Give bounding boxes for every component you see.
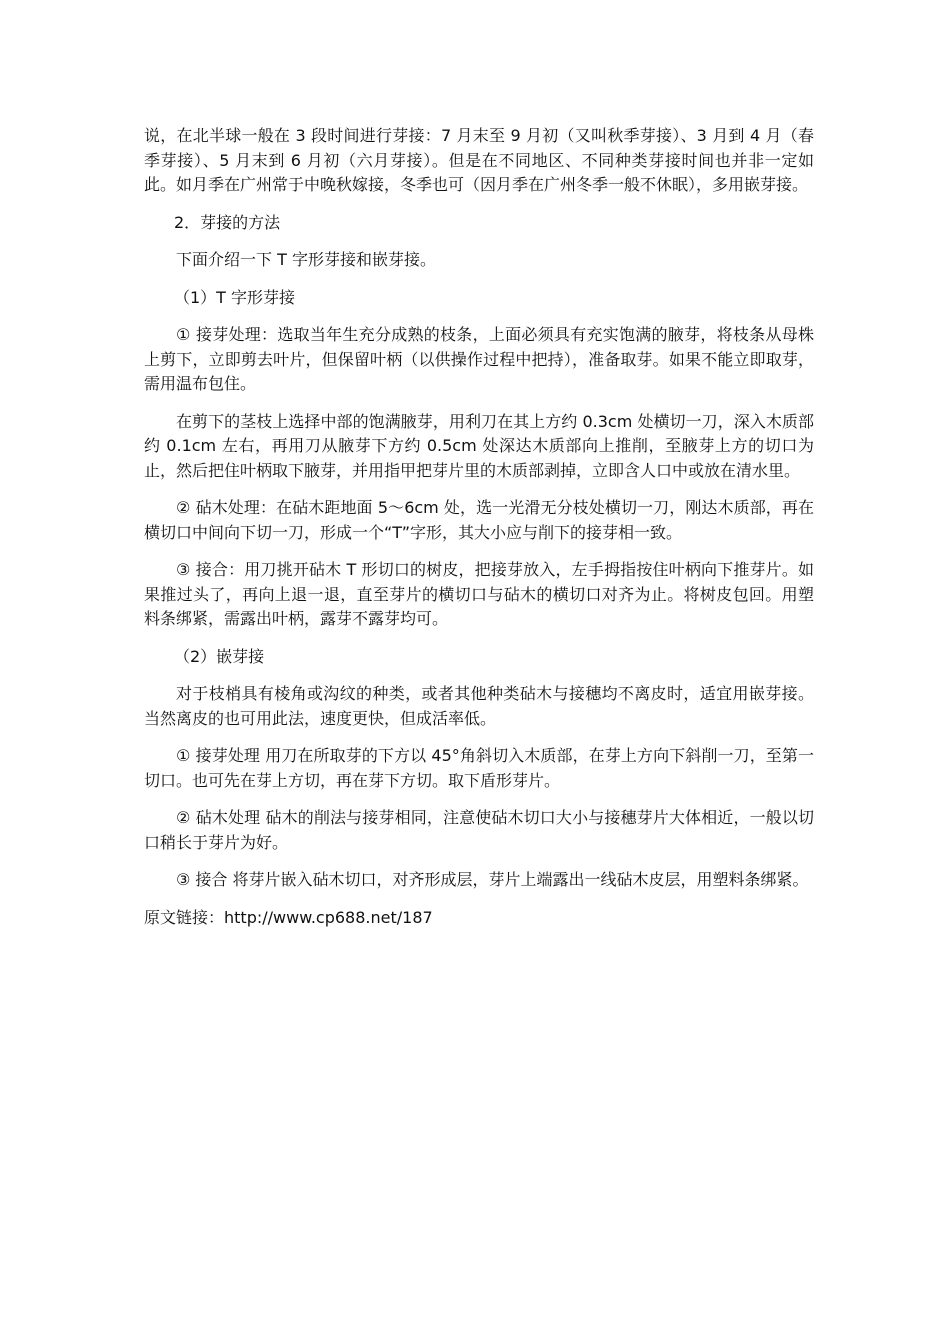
document-body — [144, 124, 814, 930]
inlay-joining-paragraph: ③ 接合 将芽片嵌入砧木切口，对齐形成层，芽片上端露出一线砧木皮层，用塑料条绑紧。 — [176, 870, 809, 889]
inlay-bud-preparation-paragraph: ① 接芽处理 用刀在所取芽的下方以 45°角斜切入木质部，在芽上方向下斜削一刀，至第一切口。也可先在芽上方切，再在芽下方切。取下盾形芽片。 — [144, 746, 814, 790]
source-url-link[interactable]: http://www.cp688.net/187 — [224, 907, 433, 927]
intro-paragraph: 说，在北半球一般在 3 段时间进行芽接：7 月末至 9 月初（又叫秋季芽接）、3 月到 4 月（春季芽接）、5 月末到 6 月初（六月芽接）。但是在不同地区、不同种类芽接时间也并非一定如此。如月季在广州常于中晚秋嫁接，冬季也可（因月季在广州冬季一般不休眠），多用嵌芽接。 — [144, 126, 814, 194]
t-bud-cutting-paragraph: 在剪下的茎枝上选择中部的饱满腋芽，用利刀在其上方约 0.3cm 处横切一刀，深入木质部约 0.1cm 左右，再用刀从腋芽下方约 0.5cm 处深达木质部向上推削，至腋芽上方的切口为止，然后把住叶柄取下腋芽，并用指甲把芽片里的木质部剥掉，立即含人口中或放在清水里。 — [144, 411, 814, 480]
inlay-rootstock-paragraph: ② 砧木处理 砧木的削法与接芽相同，注意使砧木切口大小与接穗芽片大体相近，一般以切口稍长于芽片为好。 — [144, 808, 814, 852]
subheading-inlay-budding: （2）嵌芽接 — [174, 646, 265, 666]
source-link-line — [144, 906, 814, 931]
section-heading-method: 2．芽接的方法 — [174, 212, 281, 232]
subheading-t-budding: （1）T 字形芽接 — [174, 287, 296, 307]
t-bud-preparation-paragraph: ① 接芽处理：选取当年生充分成熟的枝条，上面必须具有充实饱满的腋芽，将枝条从母株上剪下，立即剪去叶片，但保留叶柄（以供操作过程中把持），准备取芽。如果不能立即取芽，需用温布包住。 — [144, 325, 814, 393]
t-rootstock-paragraph: ② 砧木处理：在砧木距地面 5～6cm 处，选一光滑无分枝处横切一刀，刚达木质部，再在横切口中间向下切一刀，形成一个“T”字形，其大小应与削下的接芽相一致。 — [144, 498, 814, 542]
method-intro-paragraph: 下面介绍一下 T 字形芽接和嵌芽接。 — [176, 250, 436, 269]
inlay-intro-paragraph: 对于枝梢具有棱角或沟纹的种类，或者其他种类砧木与接穗均不离皮时，适宜用嵌芽接。当然离皮的也可用此法，速度更快，但成活率低。 — [144, 684, 814, 728]
t-joining-paragraph: ③ 接合：用刀挑开砧木 T 形切口的树皮，把接芽放入，左手拇指按住叶柄向下推芽片。如果推过头了，再向上退一退，直至芽片的横切口与砧木的横切口对齐为止。将树皮包回。用塑料条绑紧，需露出叶柄，露芽不露芽均可。 — [144, 560, 814, 628]
source-label: 原文链接： — [144, 907, 225, 927]
